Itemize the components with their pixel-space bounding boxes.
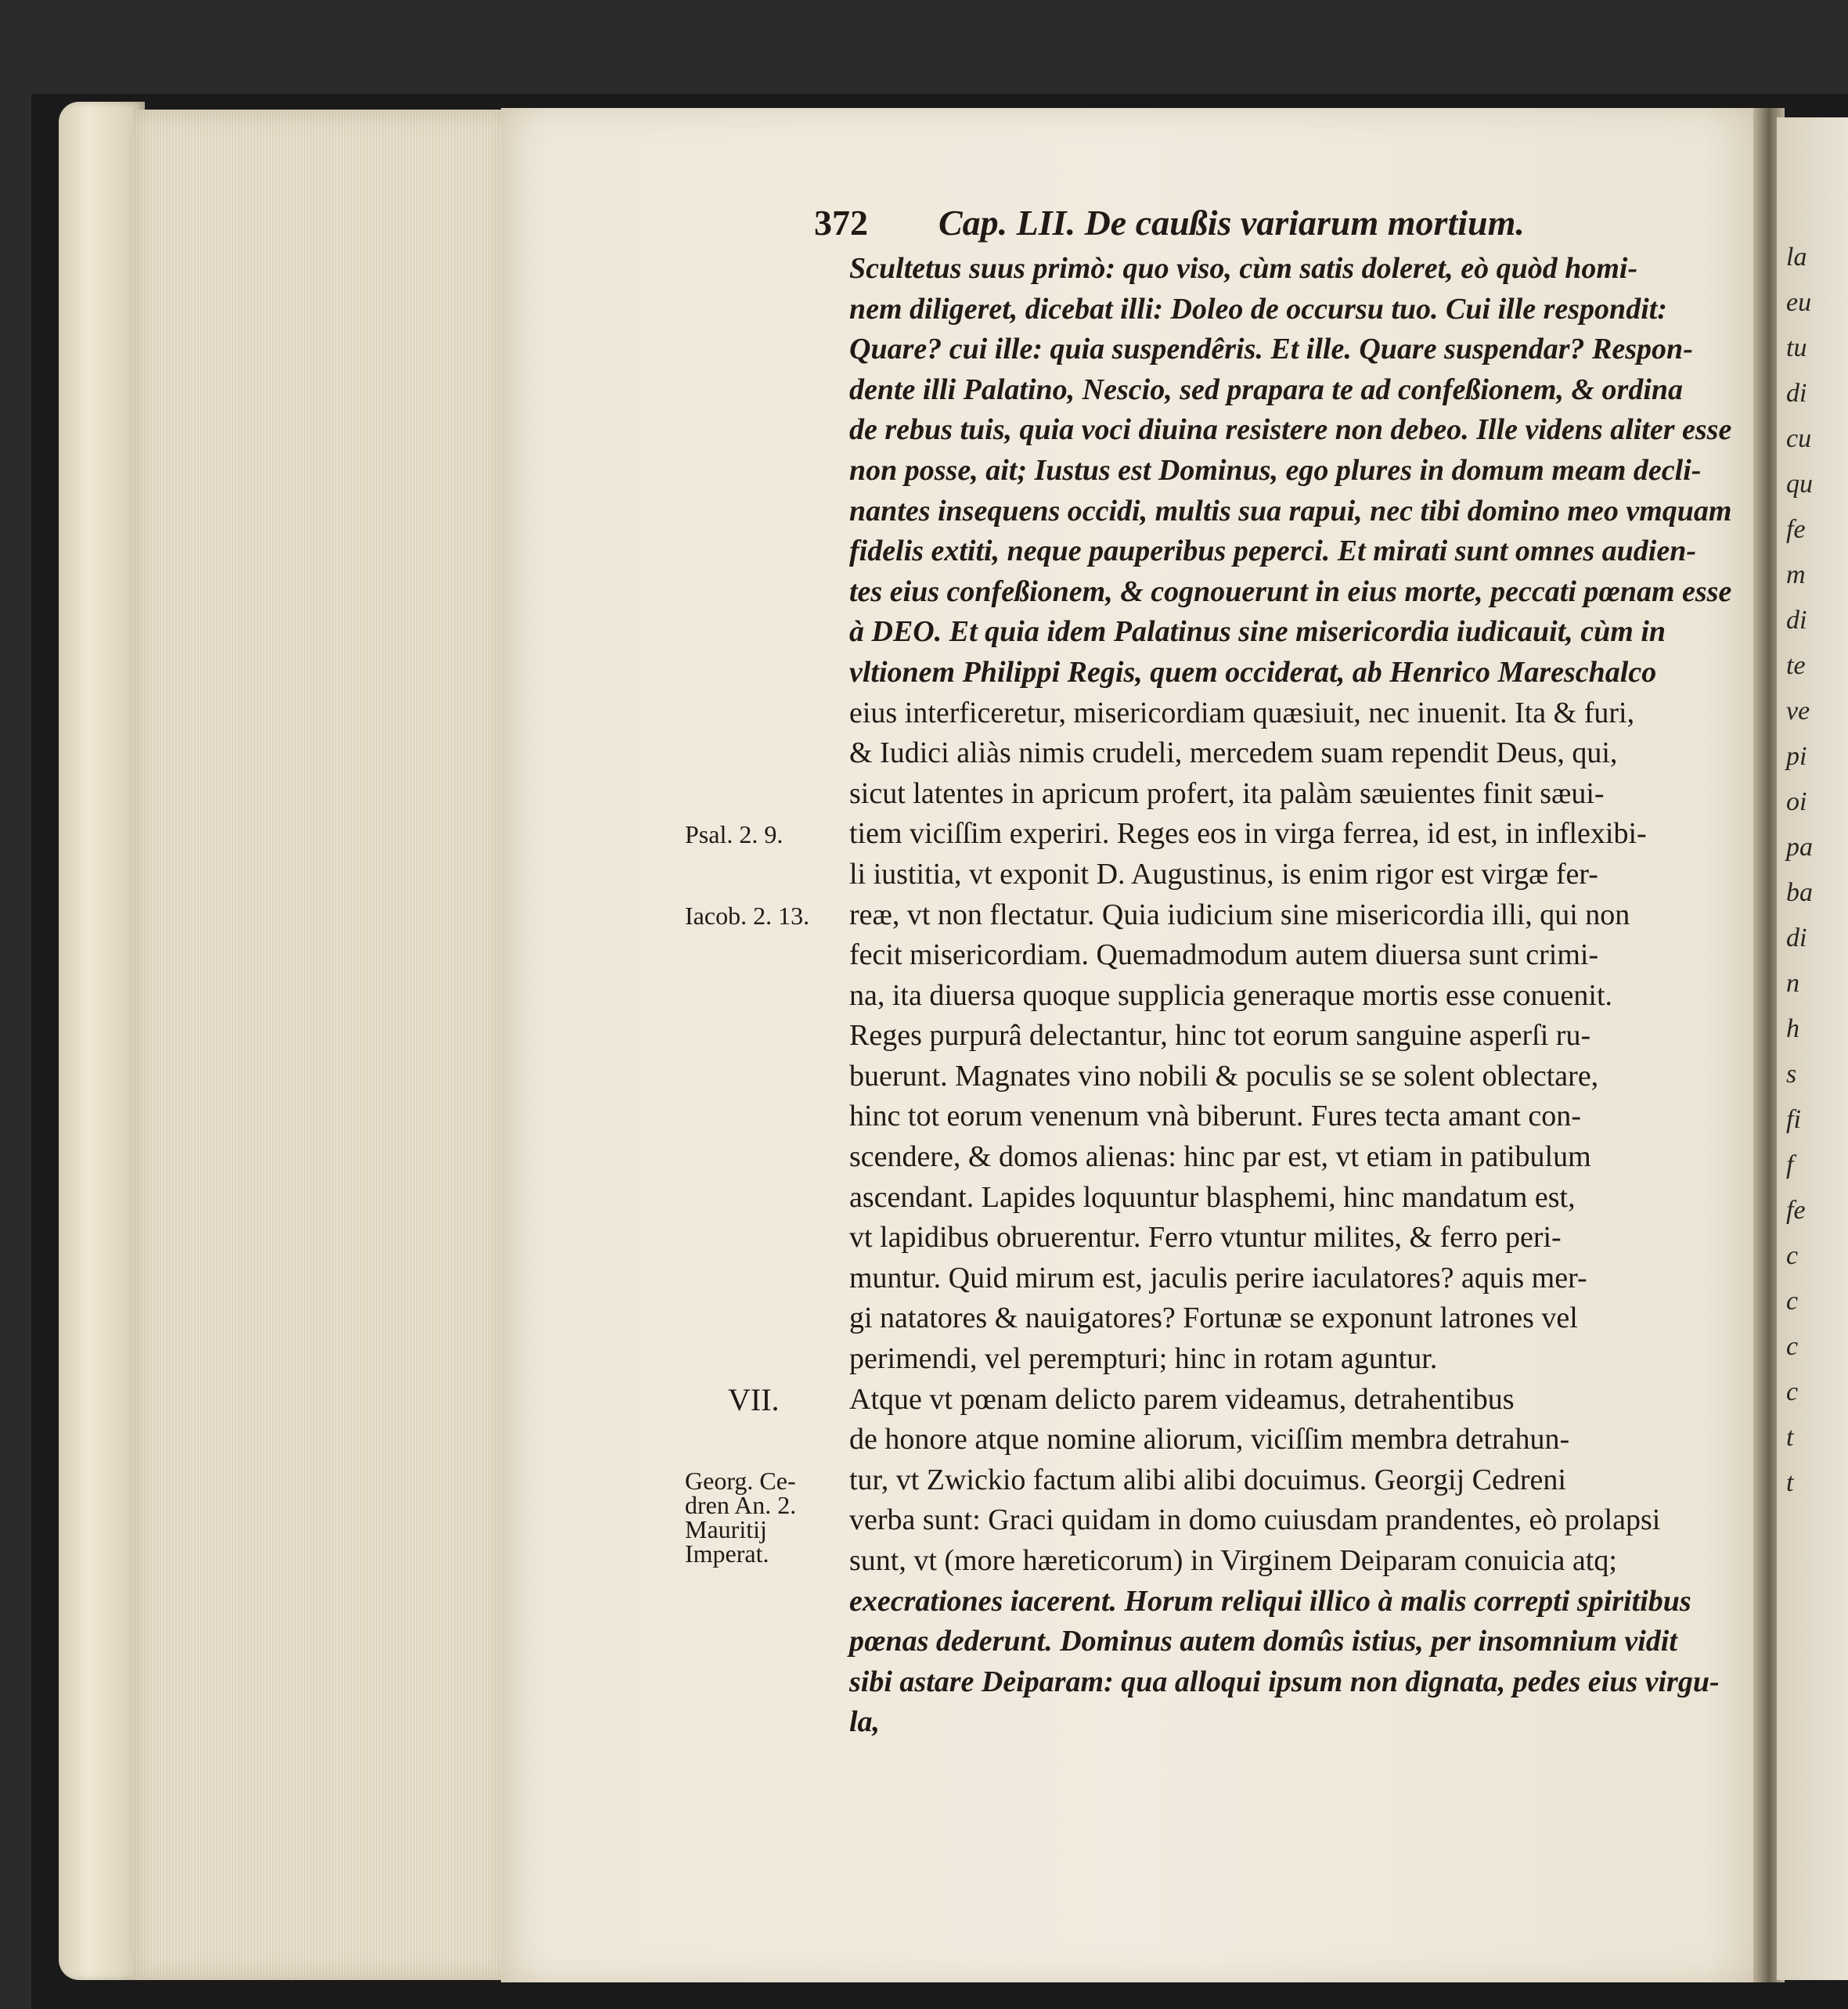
text-line: gi natatores & nauigatores? Fortunæ se exponunt latrones vel (849, 1302, 1578, 1335)
text-line: nem diligeret, dicebat illi: Doleo de occursu tuo. Cui ille respondit: (849, 292, 1667, 326)
text-line: de honore atque nomine aliorum, viciſſim membra detrahun- (849, 1423, 1570, 1456)
book-spine-board (59, 102, 145, 1980)
text-line: pœnas dederunt. Dominus autem domûs istius, per insomnium vidit (849, 1625, 1677, 1658)
running-title: Cap. LII. De caußis variarum mortium. (938, 203, 1525, 243)
right-page-fragment: f (1786, 1150, 1794, 1179)
right-page-fragment: fe (1786, 1196, 1806, 1225)
marginal-note: Georg. Ce- (685, 1467, 796, 1495)
right-page-fragment: te (1786, 651, 1806, 680)
right-page-fragment: tu (1786, 333, 1807, 362)
text-line: fecit misericordiam. Quemadmodum autem diuersa sunt crimi- (849, 938, 1599, 972)
text-line: nantes insequens occidi, multis sua rapui, nec tibi domino meo vmquam (849, 494, 1732, 527)
right-page-fragment: ba (1786, 878, 1813, 907)
right-page-fragment: c (1786, 1241, 1799, 1270)
right-page-fragment: h (1786, 1014, 1799, 1043)
right-page-fragment: pa (1786, 833, 1813, 862)
right-page-fragment: eu (1786, 288, 1812, 317)
right-page-fragment: c (1786, 1287, 1799, 1316)
right-page-fragment: c (1786, 1332, 1799, 1361)
main-text-block (849, 249, 1732, 1743)
text-line: na, ita diuersa quoque supplicia generaque mortis esse conuenit. (849, 978, 1613, 1012)
right-page-fragment: c (1786, 1377, 1799, 1406)
text-line: tes eius confeßionem, & cognouerunt in eius morte, peccati pœnam esse (849, 574, 1732, 608)
text-line: ascendant. Lapides loquuntur blasphemi, hinc mandatum est, (849, 1180, 1576, 1214)
page-edges (133, 110, 509, 1980)
text-line: eius interficeretur, misericordiam quæsiuit, nec inuenit. Ita & furi, (849, 696, 1635, 729)
text-line: Quare? cui ille: quia suspendêris. Et ille. Quare suspendar? Respon- (849, 333, 1693, 366)
right-page-fragment: ve (1786, 697, 1810, 725)
text-line: tiem viciſſim experiri. Reges eos in virga ferrea, id est, in inflexibi- (849, 817, 1647, 851)
right-page-fragment: s (1786, 1060, 1797, 1089)
right-page-fragment: n (1786, 969, 1799, 998)
right-page-fragment: m (1786, 560, 1806, 589)
right-page (1777, 117, 1848, 1980)
right-page-fragment: t (1786, 1468, 1794, 1497)
marginal-note: Iacob. 2. 13. (685, 901, 810, 930)
right-page-fragment: oi (1786, 787, 1807, 816)
right-page-fragment: fe (1786, 515, 1806, 544)
marginal-note: VII. (728, 1381, 780, 1417)
text-line: hinc tot eorum venenum vnà biberunt. Fures tecta amant con- (849, 1100, 1581, 1133)
right-page-fragment: di (1786, 923, 1807, 952)
text-line: perimendi, vel perempturi; hinc in rotam aguntur. (849, 1342, 1438, 1376)
right-page-fragment: t (1786, 1423, 1794, 1452)
text-line: reæ, vt non flectatur. Quia iudicium sine misericordia illi, qui non (849, 898, 1630, 931)
marginal-note: Imperat. (685, 1539, 769, 1568)
right-page-fragment: di (1786, 606, 1807, 635)
text-line: la, (849, 1705, 881, 1739)
text-line: sicut latentes in apricum profert, ita palàm sæuientes finit sæui- (849, 776, 1605, 810)
text-line: li iustitia, vt exponit D. Augustinus, is enim rigor est virgæ fer- (849, 857, 1598, 891)
right-page-fragment: qu (1786, 470, 1813, 499)
text-line: fidelis extiti, neque pauperibus peperci. Et mirati sunt omnes audien- (849, 535, 1697, 568)
text-line: vt lapidibus obruerentur. Ferro vtuntur milites, & ferro peri- (849, 1221, 1562, 1255)
right-page-fragment: di (1786, 379, 1807, 408)
text-line: execrationes iacerent. Horum reliqui illico à malis correpti spiritibus (849, 1584, 1691, 1618)
text-line: Reges purpurâ delectantur, hinc tot eorum sanguine asperſi ru- (849, 1019, 1591, 1053)
text-line: verba sunt: Graci quidam in domo cuiusdam prandentes, eò prolapsi (849, 1503, 1661, 1537)
text-line: muntur. Quid mirum est, jaculis perire iaculatores? aquis mer- (849, 1261, 1587, 1294)
text-line: vltionem Philippi Regis, quem occiderat, ab Henrico Mareschalco (849, 655, 1657, 689)
text-line: sibi astare Deiparam: qua alloqui ipsum non dignata, pedes eius virgu- (849, 1665, 1720, 1698)
text-line: & Iudici aliàs nimis crudeli, mercedem suam rependit Deus, qui, (849, 736, 1618, 770)
right-page-fragment: la (1786, 243, 1807, 272)
page-header (814, 202, 1525, 243)
right-page-fragment: fi (1786, 1105, 1801, 1134)
text-line: buerunt. Magnates vino nobili & poculis se se solent oblectare, (849, 1059, 1599, 1093)
text-line: sunt, vt (more hæreticorum) in Virginem Deiparam conuicia atq; (849, 1544, 1617, 1577)
right-page-fragment: cu (1786, 424, 1812, 453)
marginal-note: Mauritij (685, 1514, 767, 1543)
text-line: Atque vt pœnam delicto parem videamus, detrahentibus (849, 1382, 1515, 1416)
text-line: dente illi Palatino, Nescio, sed prapara te ad confeßionem, & ordina (849, 373, 1684, 406)
text-line: à DEO. Et quia idem Palatinus sine misericordia iudicauit, cùm in (849, 615, 1666, 649)
text-line: Scultetus suus primò: quo viso, cùm satis doleret, eò quòd homi- (849, 252, 1638, 285)
marginal-note: dren An. 2. (685, 1490, 797, 1519)
text-line: non posse, ait; Iustus est Dominus, ego plures in domum meam decli- (849, 453, 1702, 487)
text-line: tur, vt Zwickio factum alibi alibi docuimus. Georgij Cedreni (849, 1463, 1566, 1496)
text-line: de rebus tuis, quia voci diuina resistere non debeo. Ille videns aliter esse (849, 413, 1732, 447)
right-page-fragment: pi (1786, 742, 1807, 771)
text-line: scendere, & domos alienas: hinc par est, vt etiam in patibulum (849, 1140, 1591, 1174)
marginal-note: Psal. 2. 9. (685, 820, 784, 849)
page-number: 372 (814, 203, 868, 243)
